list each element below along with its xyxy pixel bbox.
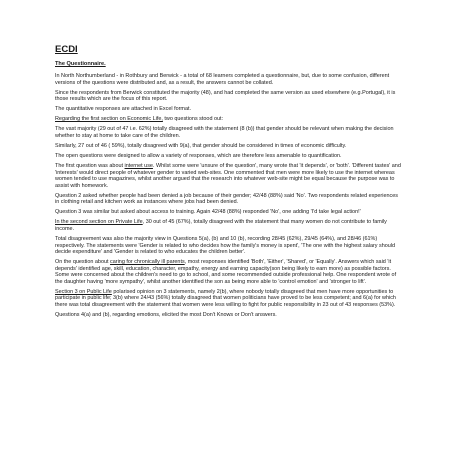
paragraph-public-life [55,289,403,309]
paragraph-caring [55,259,403,285]
paragraph-private-life [55,219,403,232]
paragraph-total-disagreement: Total disagreement was also the majority view in Questions 5(a), (b) and 10 (b), recording 28/45 (62%), 29/45 (64%), and 28/46 (61%) respectively. The statements were 'Gender is related to who decides how the family's money is spent', 'The one with the highest salary should decide expenditure' and 'Gender is related to who educates the children better'. [55,236,396,256]
section-heading: The Questionnaire. [55,61,106,67]
internet-use-term: internet use [124,163,153,170]
paragraph-question-2: Question 2 asked whether people had been denied a job because of their gender; 42/48 (88%) said 'No'. Two respondents related experiences in clothing retail and kitchen work as instances where jobs had been denied. [55,192,398,206]
internet-use-pre: The first question was about [55,163,125,170]
paragraph-q8b: The vast majority (29 out of 47 i.e. 62%) totally disagreed with the statement (8 (b)) that gender should be relevant when making the decision whether to stay at home to take care of the children. [55,126,394,139]
public-life-text: polarised opinion on 3 statements, namely 2(b), where nobody totally disagreed that men have more opportunities to participate in public life; 3(b) where 24/43 (56%) totally disagreed that women politicians have proved to be less competent; and 6(a) for which there was total disagreement with the statement that women were less willing to fight for public responsibility in 23 out of 43 responses (53%). [55,288,396,308]
caring-post: , most responses identified 'Both', 'Either', 'Shared', or 'Equally'. Answers which said 'it depends' identified age, skill, education, character, empathy, energy and earning capacity(son being likely to earn more) as possible factors. Some were concerned about the children's need to go to school, and some recommended outside professional help. One respondent wrote of the daughter having 'more sympathy', whilst another identified the son as being more able to 'control emotion' and 'stronger to lift'. [55,259,397,285]
paragraph-internet-use [55,163,403,189]
paragraph-berwick: Since the respondents from Berwick constituted the majority (48), and had completed the same version as used elsewhere (e.g.Portugal), it is those results which are the focus of this report. [55,89,396,103]
paragraph-excel-note: The quantitative responses are attached in Excel format. [55,106,192,113]
paragraph-question-3: Question 3 was similar but asked about access to training. Again 42/48 (88%) responded 'No', one adding 'I'd take legal action!' [55,209,361,216]
caring-pre: On the question about [55,259,111,266]
economic-life-text: two questions stood out: [162,116,224,123]
document-title: ECDI [55,44,78,55]
paragraph-emotions: Questions 4(a) and (b), regarding emotions, elicited the most Don't Knows or Don't answers. [55,311,277,318]
caring-term: caring for chronically ill parents [110,259,185,266]
paragraph-intro: In North Northumberland - in Rothbury and Berwick - a total of 68 learners completed a questionnaire, but, due to some confusion, different versions of the questions were distributed and, as a result, the answers cannot be collated. [55,73,390,86]
private-life-text: , 30 out of 45 (67%), totally disagreed with the statement that many women do not contribute to family income. [55,219,387,232]
paragraph-open-questions: The open questions were designed to allow a variety of responses, which are therefore less amenable to quantification. [55,153,342,160]
private-life-heading: In the second section on Private Life [55,219,143,226]
economic-life-heading: Regarding the first section on Economic Life, [55,116,163,123]
paragraph-economic-life [55,116,403,123]
paragraph-q9a: Similarly, 27 out of 46 ( 59%), totally disagreed with 9(a), that gender should be considered in times of economic difficulty. [55,142,347,149]
document-page [55,44,403,322]
internet-use-post: . Whilst some were 'unsure of the question', many wrote that 'it depends', or 'both'. 'Different tastes' and 'interests' would direct people of whatever gender to varied web-sites. One commented that men were more likely to use the internet whereas women tended to use magazines, whilst another argued that the research into whatever web-site might be equal because the purpose was to assist with homework. [55,163,401,189]
public-life-heading: Section 3 on Public Life [55,288,112,295]
